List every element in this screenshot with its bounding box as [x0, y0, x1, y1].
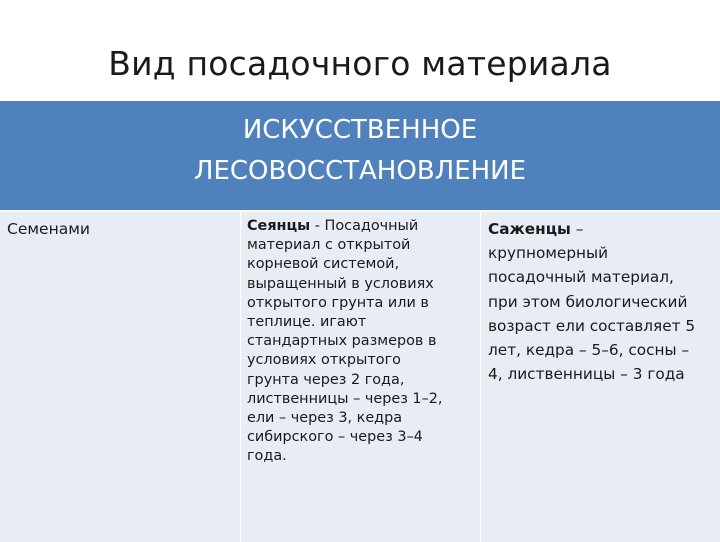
cell-seedlings-line: корневой системой,: [247, 256, 400, 273]
cell-saplings-line: посадочный материал,: [488, 268, 674, 287]
table-header-row: [0, 101, 720, 210]
seedlings-term-suffix: - Посадочный: [310, 218, 419, 234]
cell-seedlings-line: грунта через 2 года,: [247, 371, 405, 388]
cell-saplings-line: возраст ели составляет 5: [488, 316, 696, 335]
table-header-text: [0, 110, 720, 192]
planting-material-table: [0, 101, 720, 540]
seedlings-term: Сеянцы: [247, 218, 311, 234]
cell-seeds-text: Семенами: [7, 220, 90, 238]
cell-seedlings-line: открытого грунта или в: [247, 294, 429, 311]
cell-saplings-line: при этом биологический: [488, 292, 688, 311]
cell-seeds: [0, 212, 240, 542]
cell-seedlings-line: года.: [247, 448, 287, 465]
cell-seedlings-line: сибирского – через 3–4: [247, 429, 423, 446]
cell-seedlings-line: лиственницы – через 1–2,: [247, 390, 443, 407]
saplings-term: Саженцы: [488, 220, 571, 238]
cell-seedlings-line: материал с открытой: [247, 237, 411, 254]
cell-seedlings-line: условиях открытого: [247, 352, 401, 369]
cell-saplings-line: лет, кедра – 5–6, сосны –: [488, 341, 690, 360]
cell-seedlings-line: ели – через 3, кедра: [247, 410, 403, 427]
cell-seedlings: [240, 212, 480, 542]
cell-saplings-line: крупномерный: [488, 244, 609, 263]
saplings-term-suffix: –: [570, 220, 584, 238]
cell-seedlings-line: выращенный в условиях: [247, 275, 434, 292]
cell-saplings-line: 4, лиственницы – 3 года: [488, 365, 685, 384]
cell-saplings-heading: [488, 217, 720, 241]
slide-title: Вид посадочного материала: [108, 44, 612, 83]
cell-seedlings-heading: [247, 217, 480, 236]
table-body-row: [0, 210, 720, 542]
cell-seedlings-line: стандартных размеров в: [247, 333, 437, 350]
cell-saplings: [480, 212, 720, 542]
header-line-1: ИСКУССТВЕННОЕ: [242, 115, 478, 145]
cell-seedlings-line: теплице. игают: [247, 314, 367, 331]
header-line-2: ЛЕСОВОССТАНОВЛЕНИЕ: [193, 156, 527, 186]
